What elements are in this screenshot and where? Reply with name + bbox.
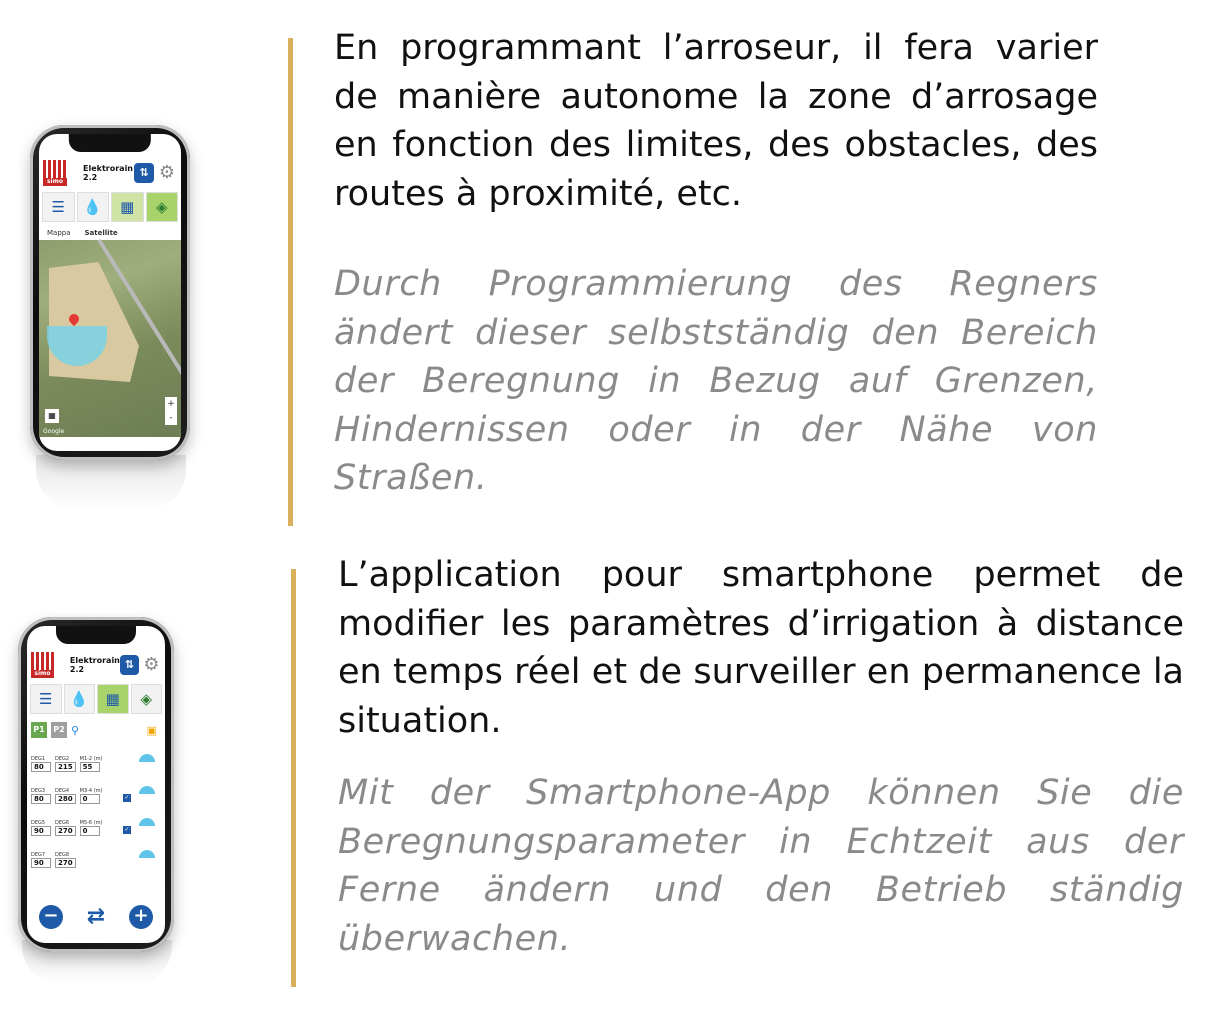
param-label: DEG8 xyxy=(55,852,70,858)
param-row xyxy=(27,774,165,806)
tab-mappa[interactable]: Mappa xyxy=(47,229,71,237)
param-label: DEG3 xyxy=(31,788,46,794)
french-paragraph: En programmant l’arroseur, il fera varier de manière autonome la zone d’arrosage en fonction des limites, des obstacles, des routes à proximité, etc. xyxy=(334,28,1098,214)
checkbox-icon[interactable]: ✓ xyxy=(124,826,130,833)
param-label: M5-6 (m) xyxy=(79,820,103,826)
logo-text: simo xyxy=(31,670,54,678)
phone-mockup-map xyxy=(30,125,190,460)
sector-arc-icon xyxy=(139,818,155,826)
simo-logo xyxy=(31,652,54,678)
param-value[interactable]: 80 xyxy=(31,762,51,772)
phone-notch xyxy=(56,626,136,644)
logo-text: simo xyxy=(43,178,67,186)
map-type-tabs xyxy=(39,226,181,240)
phone-mockup-params xyxy=(18,617,174,952)
grid-icon[interactable]: ▦ xyxy=(45,409,59,423)
satellite-map[interactable] xyxy=(39,226,181,437)
param-value[interactable]: 215 xyxy=(55,762,76,772)
simo-logo xyxy=(43,160,67,186)
program-p2-button[interactable]: P2 xyxy=(51,722,67,738)
google-logo: Google xyxy=(43,428,65,435)
param-value[interactable]: 270 xyxy=(55,858,76,868)
gear-icon[interactable]: ⚙ xyxy=(143,654,160,675)
zoom-control[interactable] xyxy=(165,397,177,425)
tab-satellite[interactable]: Satellite xyxy=(84,229,118,237)
checkbox-icon[interactable]: ✓ xyxy=(124,794,130,801)
irrigation-parameters xyxy=(27,718,165,943)
sync-arrows-icon[interactable]: ⇅ xyxy=(120,655,139,675)
action-buttons xyxy=(27,904,165,929)
param-label: DEG7 xyxy=(31,852,46,858)
zoom-in-button[interactable]: + xyxy=(167,399,175,409)
param-value[interactable]: 90 xyxy=(31,826,51,836)
irrigation-icon[interactable]: 💧 xyxy=(64,684,96,714)
minus-button[interactable]: − xyxy=(39,905,63,929)
accent-bar xyxy=(291,569,296,987)
phone-screen xyxy=(39,134,181,451)
map-icon[interactable]: ◈ xyxy=(131,684,163,714)
map-icon[interactable]: ◈ xyxy=(146,192,179,222)
accent-bar xyxy=(288,38,293,526)
sector-arc-icon xyxy=(139,850,155,858)
param-row xyxy=(27,806,165,838)
app-toolbar xyxy=(39,192,181,222)
param-value[interactable]: 55 xyxy=(80,762,100,772)
app-title: Elektrorain 2.2 xyxy=(83,164,133,182)
param-label: M1-2 (m) xyxy=(79,756,103,762)
german-paragraph: Mit der Smartphone-App können Sie die Beregnungsparameter in Echtzeit aus der Ferne ändern und den Betrieb ständig überwachen. xyxy=(338,773,1184,959)
list-icon[interactable]: ☰ xyxy=(30,684,62,714)
app-toolbar xyxy=(27,684,165,714)
param-row xyxy=(27,838,165,870)
sector-arc-icon xyxy=(139,754,155,762)
param-label: DEG6 xyxy=(55,820,70,826)
calendar-icon[interactable]: ▦ xyxy=(97,684,129,714)
calendar-icon[interactable]: ▦ xyxy=(111,192,144,222)
refresh-icon[interactable]: ⇄ xyxy=(86,904,106,929)
param-value[interactable]: 0 xyxy=(80,826,100,836)
param-value[interactable]: 0 xyxy=(80,794,100,804)
param-row xyxy=(27,742,165,774)
phone-notch xyxy=(69,134,151,152)
param-label: M3-4 (m) xyxy=(79,788,103,794)
sync-arrows-icon[interactable]: ⇅ xyxy=(134,163,154,183)
save-icon[interactable]: ▣ xyxy=(146,723,157,737)
param-label: DEG2 xyxy=(55,756,70,762)
plus-button[interactable]: + xyxy=(129,905,153,929)
phone-screen xyxy=(27,626,165,943)
program-selector xyxy=(27,718,165,742)
param-value[interactable]: 270 xyxy=(55,826,76,836)
app-header xyxy=(39,158,181,188)
param-label: DEG5 xyxy=(31,820,46,826)
app-title: Elektrorain 2.2 xyxy=(69,656,120,674)
param-value[interactable]: 90 xyxy=(31,858,51,868)
param-label: DEG1 xyxy=(31,756,46,762)
app-header xyxy=(27,650,165,680)
param-label: DEG4 xyxy=(55,788,70,794)
section-smartphone-app xyxy=(0,545,1220,1005)
french-paragraph: L’application pour smartphone permet de modifier les paramètres d’irrigation à distance en temps réel et de surveiller en permanence la situation. xyxy=(338,555,1184,741)
location-pin-icon[interactable]: ⚲ xyxy=(71,723,80,737)
irrigation-icon[interactable]: 💧 xyxy=(77,192,110,222)
phone-reflection xyxy=(36,455,186,510)
gear-icon[interactable]: ⚙ xyxy=(158,162,176,183)
param-value[interactable]: 280 xyxy=(55,794,76,804)
zoom-out-button[interactable]: - xyxy=(169,413,173,423)
param-value[interactable]: 80 xyxy=(31,794,51,804)
list-icon[interactable]: ☰ xyxy=(42,192,75,222)
sector-arc-icon xyxy=(139,786,155,794)
german-paragraph: Durch Programmierung des Regners ändert dieser selbstständig den Bereich der Beregnung in Bezug auf Grenzen, Hindernissen oder in der Nähe von Straßen. xyxy=(334,264,1098,498)
program-p1-button[interactable]: P1 xyxy=(31,722,47,738)
